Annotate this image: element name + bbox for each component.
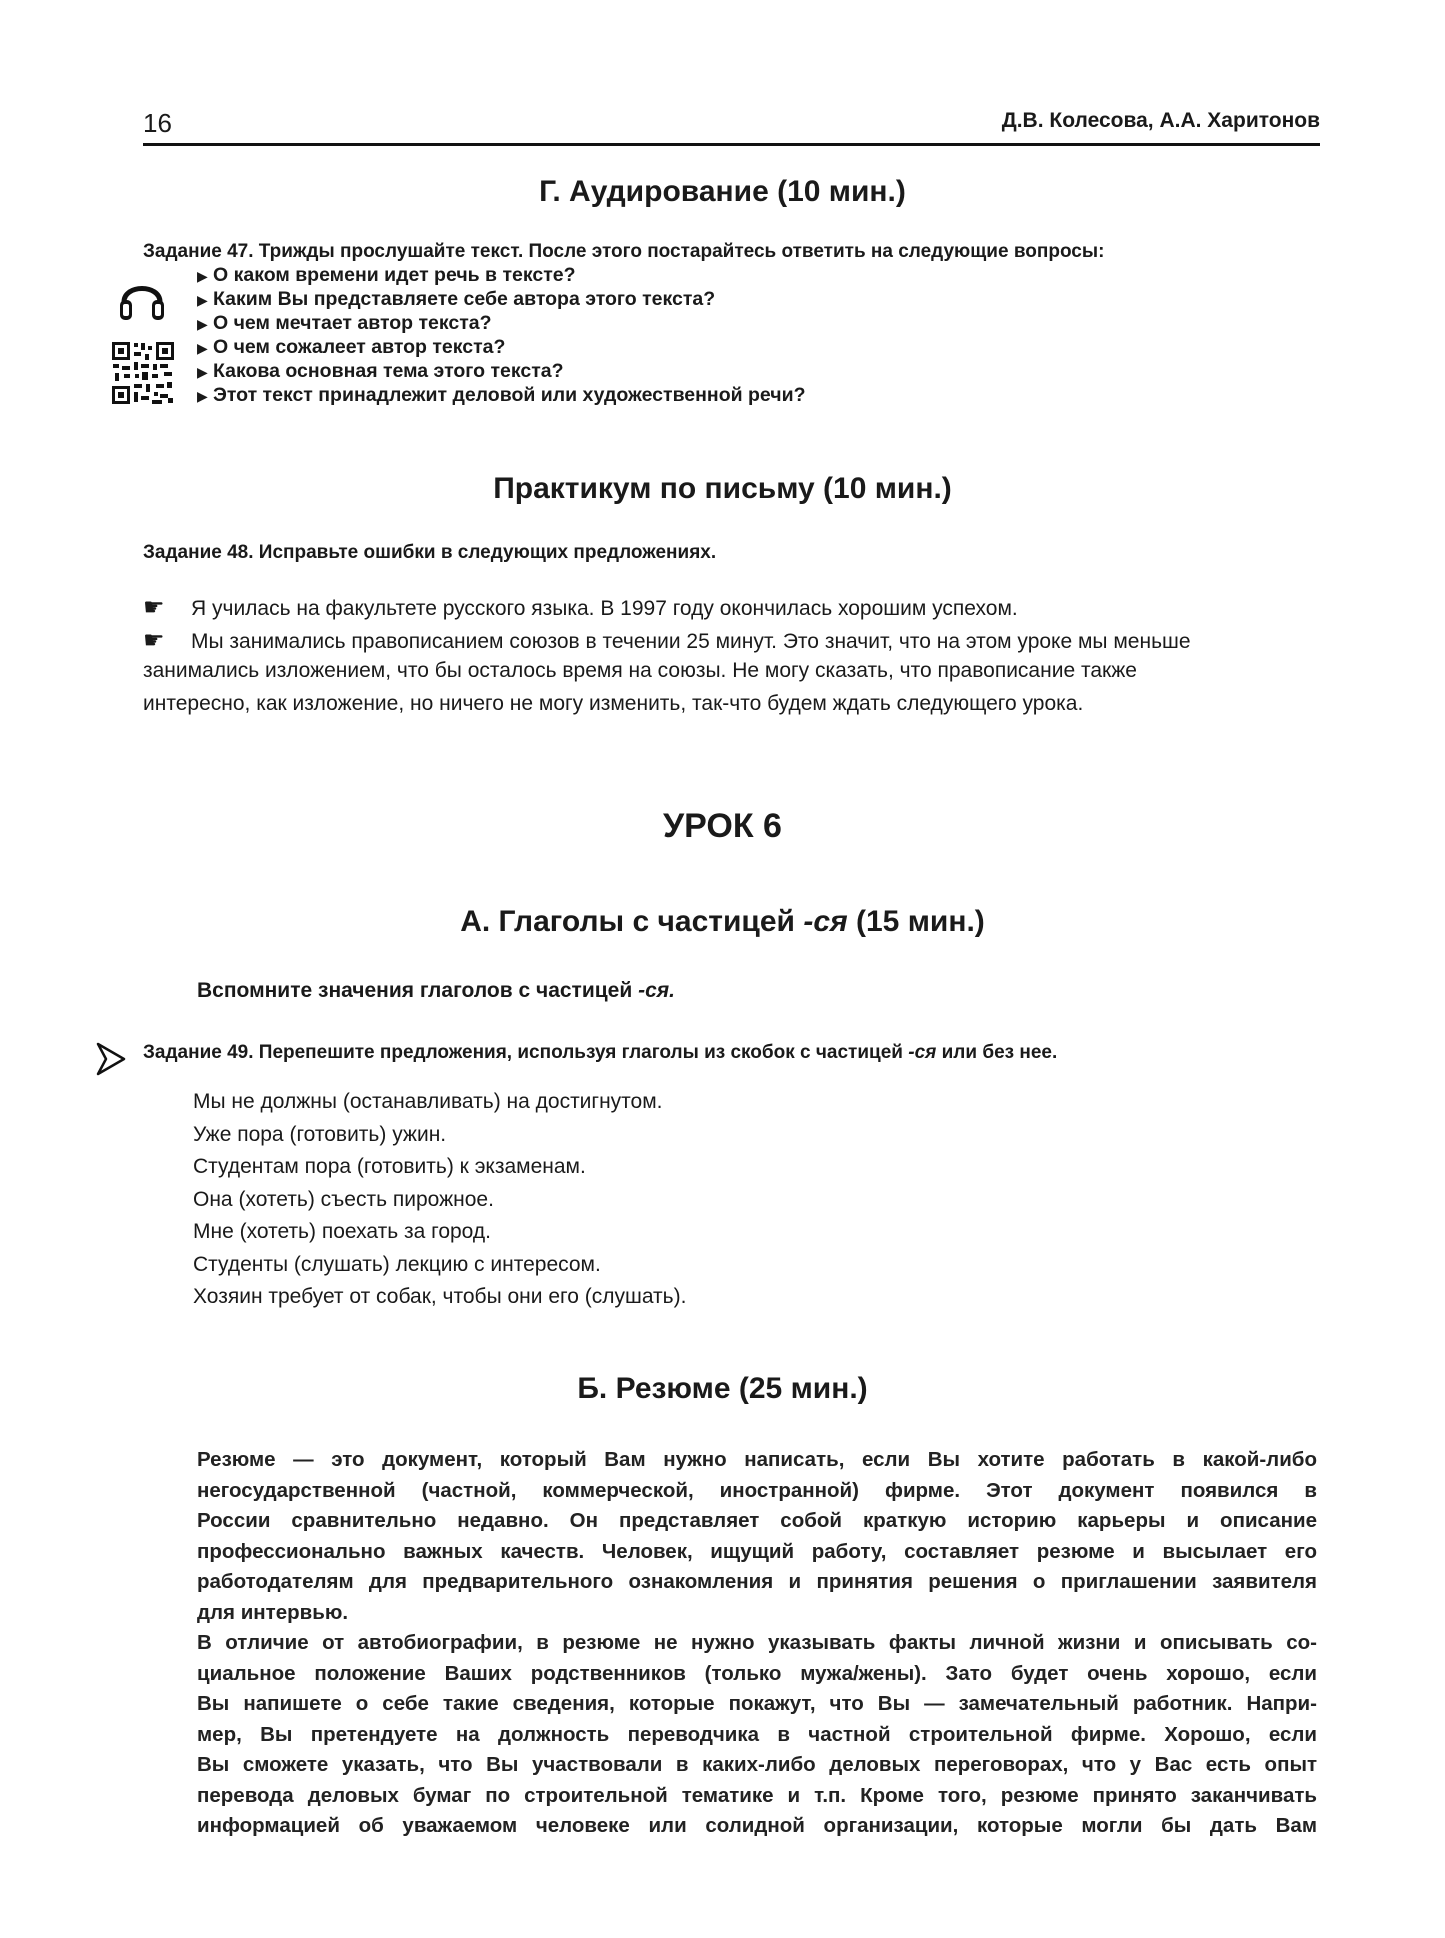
question-item: ▶ Какова основная тема этого текста? <box>197 360 564 382</box>
writing-line: интересно, как изложение, но ничего не могу изменить, так-что будем ждать следующего урока. <box>143 692 1084 715</box>
writing-line: занимались изложением, что бы осталось время на союзы. Не могу сказать, что правописание также <box>143 659 1137 682</box>
exercise-sentence: Она (хотеть) съесть пирожное. <box>193 1187 494 1211</box>
exercise-sentence: Хозяин требует от собак, чтобы они его (слушать). <box>193 1285 687 1308</box>
resume-line: перевода деловых бумаг по строительной тематике и т.п. Кроме того, резюме принято заканчивать <box>197 1783 1317 1807</box>
running-header-authors: Д.В. Колесова, А.А. Харитонов <box>1001 109 1320 132</box>
triangle-bullet-icon: ▶ <box>197 388 208 404</box>
question-item: ▶ О чем сожалеет автор текста? <box>197 336 506 358</box>
exercise-sentence: Уже пора (готовить) ужин. <box>193 1122 447 1146</box>
resume-line: В отличие от автобиографии, в резюме не нужно указывать факты личной жизни и описывать со- <box>197 1631 1317 1654</box>
resume-line: Вы сможете указать, что Вы участвовали в каких-либо деловых переговорах, что у Вас есть опыт <box>197 1753 1317 1776</box>
writing-line: ☛ Мы занимались правописанием союзов в течении 25 минут. Это значит, что на этом уроке мы меньше <box>143 627 1191 654</box>
resume-line: работодателям для предварительного ознакомления и принятия решения о приглашении заявителя <box>197 1570 1317 1593</box>
question-list <box>197 263 806 407</box>
question-item: ▶ Этот текст принадлежит деловой или художественной речи? <box>197 384 806 406</box>
resume-line: информацией об уважаемом человеке или солидной организации, которые могли бы дать Вам <box>197 1814 1317 1837</box>
triangle-bullet-icon: ▶ <box>197 268 208 284</box>
headphones-icon <box>118 272 166 324</box>
task-47-title: Задание 47. Трижды прослушайте текст. После этого постарайтесь ответить на следующие вопросы: <box>143 241 1105 262</box>
triangle-bullet-icon: ▶ <box>197 316 208 332</box>
resume-line: мер, Вы претендуете на должность переводчика в частной строительной фирме. Хорошо, если <box>197 1722 1317 1746</box>
verbs-subheading: Вспомните значения глаголов с частицей -ся. <box>197 979 675 1002</box>
triangle-bullet-icon: ▶ <box>197 340 208 356</box>
resume-line: Вы напишете о себе такие сведения, которые покажут, что Вы — замечательный работник. Напри- <box>197 1692 1317 1715</box>
question-item: ▶ Каким Вы представляете себе автора этого текста? <box>197 288 716 310</box>
question-item: ▶ О чем мечтает автор текста? <box>197 312 492 334</box>
resume-line: России сравнительно недавно. Он представляет собой краткую историю карьеры и описание <box>197 1509 1317 1532</box>
writing-line: ☛ Я училась на факультете русского языка. В 1997 году окончилась хорошим успехом. <box>143 594 1018 621</box>
pointing-hand-icon: ☛ <box>143 627 165 654</box>
triangle-bullet-icon: ▶ <box>197 292 208 308</box>
qr-code-icon <box>110 340 176 406</box>
exercise-sentence: Студентам пора (готовить) к экзаменам. <box>193 1155 586 1178</box>
resume-body <box>197 1445 1317 1842</box>
triangle-bullet-icon: ▶ <box>197 364 208 380</box>
exercise-sentences <box>193 1086 686 1314</box>
pointing-hand-icon: ☛ <box>143 594 165 621</box>
section-heading-verbs: А. Глаголы с частицей -ся (15 мин.) <box>460 905 985 938</box>
exercise-sentence: Студенты (слушать) лекцию с интересом. <box>193 1252 601 1276</box>
resume-line: циальное положение Ваших родственников (только мужа/жены). Зато будет очень хорошо, если <box>197 1661 1317 1685</box>
task-48-title: Задание 48. Исправьте ошибки в следующих предложениях. <box>143 542 717 563</box>
header-rule <box>143 143 1320 146</box>
exercise-sentence: Мы не должны (останавливать) на достигнутом. <box>193 1090 663 1113</box>
lesson-title: УРОК 6 <box>663 807 782 845</box>
resume-line: профессионально важных качеств. Человек, ищущий работу, составляет резюме и высылает его <box>197 1539 1317 1563</box>
resume-line: негосударственной (частной, коммерческой, иностранной) фирме. Этот документ появился в <box>197 1478 1317 1502</box>
question-item: ▶ О каком времени идет речь в тексте? <box>197 264 576 286</box>
arrowhead-pointer-icon <box>96 1042 126 1076</box>
resume-line: Резюме — это документ, который Вам нужно написать, если Вы хотите работать в какой-либо <box>197 1448 1317 1471</box>
section-heading-listening: Г. Аудирование (10 мин.) <box>539 175 906 208</box>
resume-line: для интервью. <box>197 1600 349 1624</box>
exercise-sentence: Мне (хотеть) поехать за город. <box>193 1220 491 1243</box>
page-number: 16 <box>143 108 172 138</box>
task-49-title: Задание 49. Перепешите предложения, используя глаголы из скобок с частицей -ся или без нее. <box>143 1042 1058 1063</box>
section-heading-resume: Б. Резюме (25 мин.) <box>577 1372 868 1405</box>
section-heading-writing: Практикум по письму (10 мин.) <box>493 472 952 505</box>
